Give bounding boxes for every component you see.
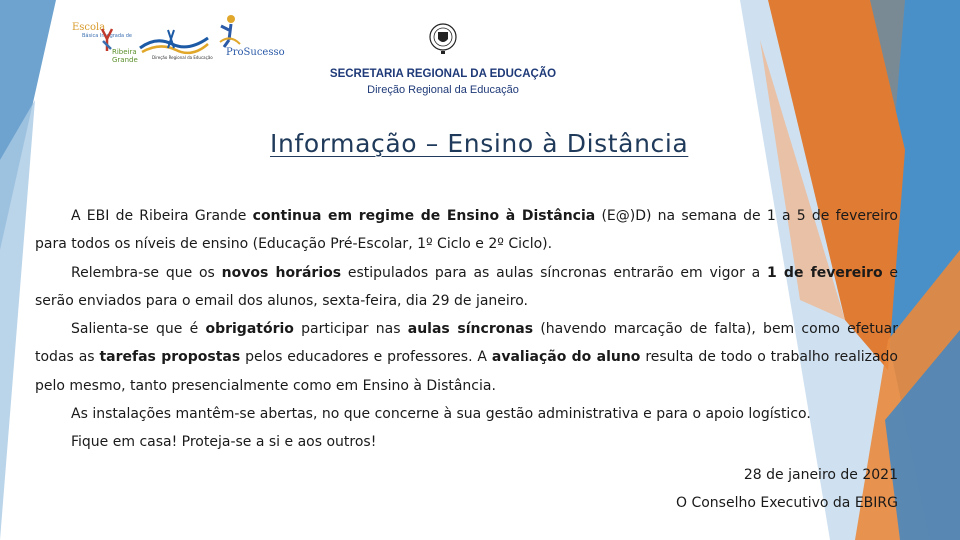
paragraph-text: estipulados para as aulas síncronas entrarão em vigor a [341, 264, 767, 281]
body-paragraph [35, 428, 898, 456]
paragraph-text: Salienta-se que é [71, 321, 206, 338]
paragraph-text: (havendo marcação de falta), bem como efetuar todas as [35, 321, 898, 366]
signature-block [676, 461, 898, 517]
escola-logo [72, 22, 138, 68]
paragraph-text: A EBI de Ribeira Grande [71, 208, 253, 224]
document-title: Informação – Ensino à Distância [270, 129, 689, 158]
document-signature: O Conselho Executivo da EBIRG [675, 495, 898, 511]
org-title: SECRETARIA REGIONAL DA EDUCAÇÃO [329, 68, 557, 80]
body-paragraph [35, 202, 898, 259]
emphasis-text: continua em regime de Ensino à Distância [252, 208, 596, 224]
document-date: 28 de janeiro de 2021 [743, 467, 898, 483]
org-subtitle: Direção Regional da Educação [367, 84, 519, 96]
wave-icon [138, 26, 210, 56]
escola-logo-subtext: Básica Integrada de [82, 33, 132, 39]
body-paragraph [35, 259, 898, 316]
prosucesso-logo [216, 14, 285, 64]
emphasis-text: novos horários [221, 264, 342, 281]
emphasis-text: aulas síncronas [407, 321, 534, 338]
escola-logo-text: Escola [72, 22, 106, 33]
prosucesso-caption: ProSucesso [226, 47, 285, 58]
figure-icon [216, 14, 256, 48]
paragraph-text: pelos educadores e professores. A [240, 349, 492, 366]
emphasis-text: tarefas propostas [99, 349, 241, 366]
document-body [35, 202, 898, 457]
regional-logo-caption: Direção Regional da Educação [152, 55, 213, 60]
body-paragraph [35, 315, 898, 400]
regional-education-logo [138, 26, 213, 66]
paragraph-text: Relembra-se que os [71, 264, 222, 281]
paragraph-text: Fique em casa! Proteja-se a si e aos outros! [71, 434, 377, 451]
escola-logo-ribeira: Ribeira [112, 48, 137, 56]
paragraph-text: resulta de todo o trabalho realizado pelo mesmo, tanto presencialmente como em Ensino à Distância. [35, 349, 898, 394]
body-paragraph [35, 400, 898, 428]
paragraph-text: participar nas [293, 321, 408, 338]
paragraph-text: e serão enviados para o email dos alunos, sexta-feira, dia 29 de janeiro. [35, 264, 898, 309]
emphasis-text: avaliação do aluno [491, 349, 641, 366]
paragraph-text: As instalações mantêm-se abertas, no que concerne à sua gestão administrativa e para o apoio logístico. [71, 406, 811, 423]
paragraph-text: (E@)D) na semana de 1 a 5 de fevereiro para todos os níveis de ensino (Educação Pré-Escolar, 1º Ciclo e 2º Ciclo). [35, 208, 899, 253]
emphasis-text: obrigatório [205, 321, 294, 338]
left-blue-band-light [0, 100, 35, 540]
emphasis-text: 1 de fevereiro [766, 264, 883, 281]
escola-logo-grande: Grande [112, 56, 138, 64]
regional-crest-icon [428, 22, 458, 54]
